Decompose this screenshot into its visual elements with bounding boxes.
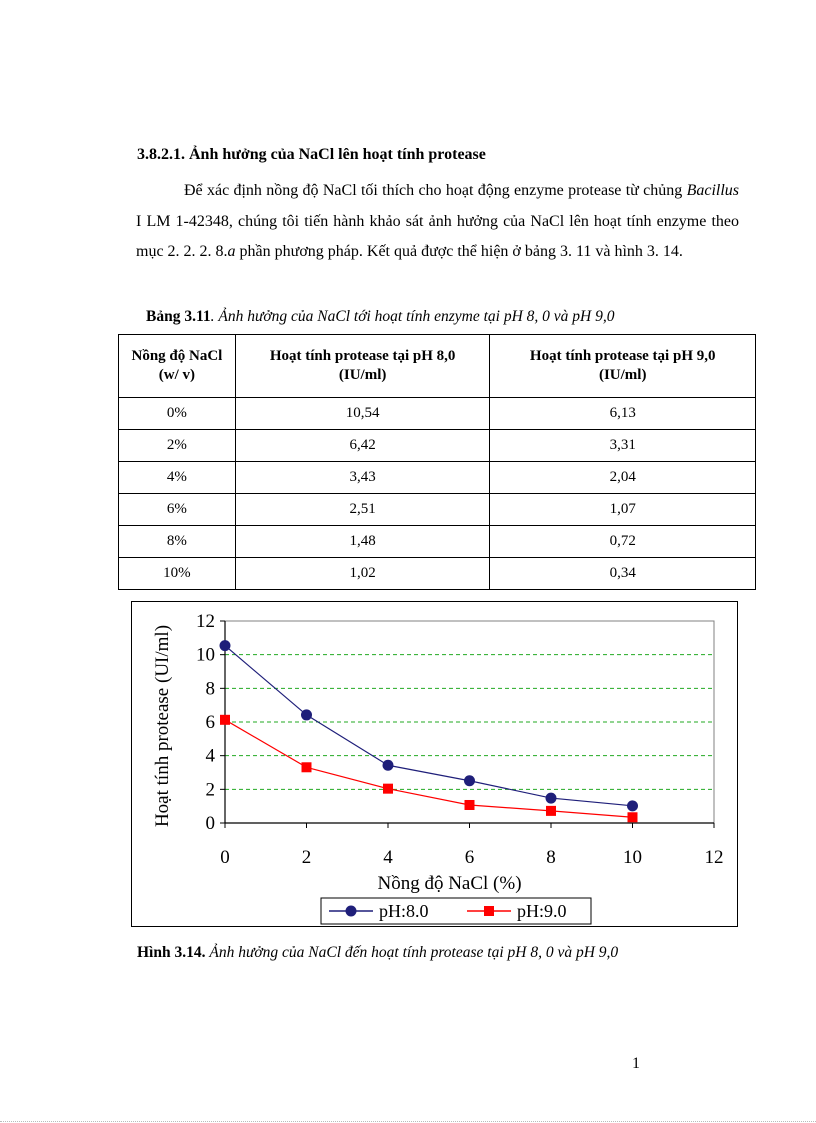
x-tick-label: 0 <box>220 847 230 868</box>
data-point <box>546 806 556 816</box>
data-point <box>465 800 475 810</box>
x-tick-label: 10 <box>623 847 642 868</box>
y-tick-label: 8 <box>205 678 215 700</box>
table-header-cell <box>235 335 490 398</box>
header-line-2: (w/ v) <box>158 367 196 383</box>
legend-marker <box>484 906 494 916</box>
section-heading: 3.8.2.1. Ảnh hưởng của NaCl lên hoạt tính protease <box>137 146 486 163</box>
table-cell: 6,42 <box>235 430 490 462</box>
table-cell: 4% <box>119 462 236 494</box>
legend-label: pH:8.0 <box>379 901 429 921</box>
table-cell: 2% <box>119 430 236 462</box>
table-cell: 3,31 <box>490 430 756 462</box>
table-cell: 6% <box>119 494 236 526</box>
table-header-cell <box>490 335 756 398</box>
y-axis-label: Hoạt tính protease (UI/ml) <box>152 624 173 828</box>
header-line-1: Hoạt tính protease tại pH 8,0 <box>269 348 456 364</box>
figure-caption-label: Hình 3.14. <box>137 944 206 961</box>
table-row <box>119 462 756 494</box>
chart-frame <box>131 601 738 927</box>
y-tick-label: 10 <box>196 644 215 666</box>
data-point <box>383 760 394 771</box>
table-cell: 2,04 <box>490 462 756 494</box>
x-tick-label: 2 <box>301 847 312 868</box>
paragraph-italic-genus: Bacillus <box>686 182 739 199</box>
figure-caption-text: Ảnh hưởng của NaCl đến hoạt tính protease tại pH 8, 0 và pH 9,0 <box>205 944 619 961</box>
page-number: 1 <box>632 1055 640 1072</box>
table-cell: 1,02 <box>235 558 490 590</box>
data-point <box>301 709 312 720</box>
x-tick-label: 6 <box>464 847 475 868</box>
paragraph-text-3: phần phương pháp. Kết quả được thể hiện ở bảng 3. 11 và hình 3. 14. <box>235 243 683 260</box>
y-tick-label: 0 <box>205 813 215 834</box>
table-cell: 10% <box>119 558 236 590</box>
y-tick-label: 2 <box>205 779 215 801</box>
paragraph-italic-a: a <box>227 243 236 260</box>
table-cell: 0,34 <box>490 558 756 590</box>
header-line-2: (IU/ml) <box>598 367 647 383</box>
data-point <box>627 800 638 811</box>
table-caption <box>146 308 614 326</box>
table-row <box>119 430 756 462</box>
figure-caption <box>137 944 618 962</box>
series-line <box>225 646 633 806</box>
table-header-row <box>119 335 756 398</box>
table-caption-label: Bảng 3.11 <box>146 308 211 325</box>
paragraph-text-2: I LM 1-42348, chúng tôi tiến hành khảo sát ảnh hưởng của NaCl lên hoạt tính enzyme theo mục 2. 2. 2. 8. <box>136 212 739 260</box>
header-line-2: (IU/ml) <box>338 367 387 383</box>
header-line-1: Hoạt tính protease tại pH 9,0 <box>529 348 716 364</box>
table-row <box>119 526 756 558</box>
legend-label: pH:9.0 <box>517 901 567 921</box>
table-cell: 1,48 <box>235 526 490 558</box>
table-cell: 6,13 <box>490 398 756 430</box>
x-axis-label: Nồng độ NaCl (%) <box>377 873 522 894</box>
data-point <box>383 784 393 794</box>
data-point <box>220 715 230 725</box>
table-header-cell <box>119 335 236 398</box>
table-cell: 0% <box>119 398 236 430</box>
table-cell: 10,54 <box>235 398 490 430</box>
x-tick-label: 12 <box>704 847 724 868</box>
series-line <box>225 720 633 817</box>
data-point <box>220 640 231 651</box>
data-point <box>302 762 312 772</box>
y-tick-label: 12 <box>196 611 215 632</box>
x-tick-label: 4 <box>383 847 393 868</box>
table-row <box>119 494 756 526</box>
y-tick-label: 4 <box>205 745 215 767</box>
y-tick-label: 6 <box>205 712 215 733</box>
data-point <box>464 775 475 786</box>
footer-divider <box>0 1121 816 1122</box>
data-table <box>118 334 756 590</box>
data-point <box>546 793 557 804</box>
table-caption-text: . Ảnh hưởng của NaCl tới hoạt tính enzyme tại pH 8, 0 và pH 9,0 <box>210 308 615 325</box>
x-tick-label: 8 <box>546 847 556 868</box>
table-cell: 1,07 <box>490 494 756 526</box>
table-row <box>119 398 756 430</box>
legend-marker <box>346 906 357 917</box>
header-line-1: Nồng độ NaCl <box>131 348 223 364</box>
paragraph-text-1: Để xác định nồng độ NaCl tối thích cho hoạt động enzyme protease từ chủng <box>184 182 687 199</box>
section-paragraph <box>136 176 739 268</box>
nacl-activity-chart <box>132 602 737 926</box>
table-cell: 8% <box>119 526 236 558</box>
table-cell: 0,72 <box>490 526 756 558</box>
table-row <box>119 558 756 590</box>
table-cell: 3,43 <box>235 462 490 494</box>
table-cell: 2,51 <box>235 494 490 526</box>
data-point <box>628 812 638 822</box>
